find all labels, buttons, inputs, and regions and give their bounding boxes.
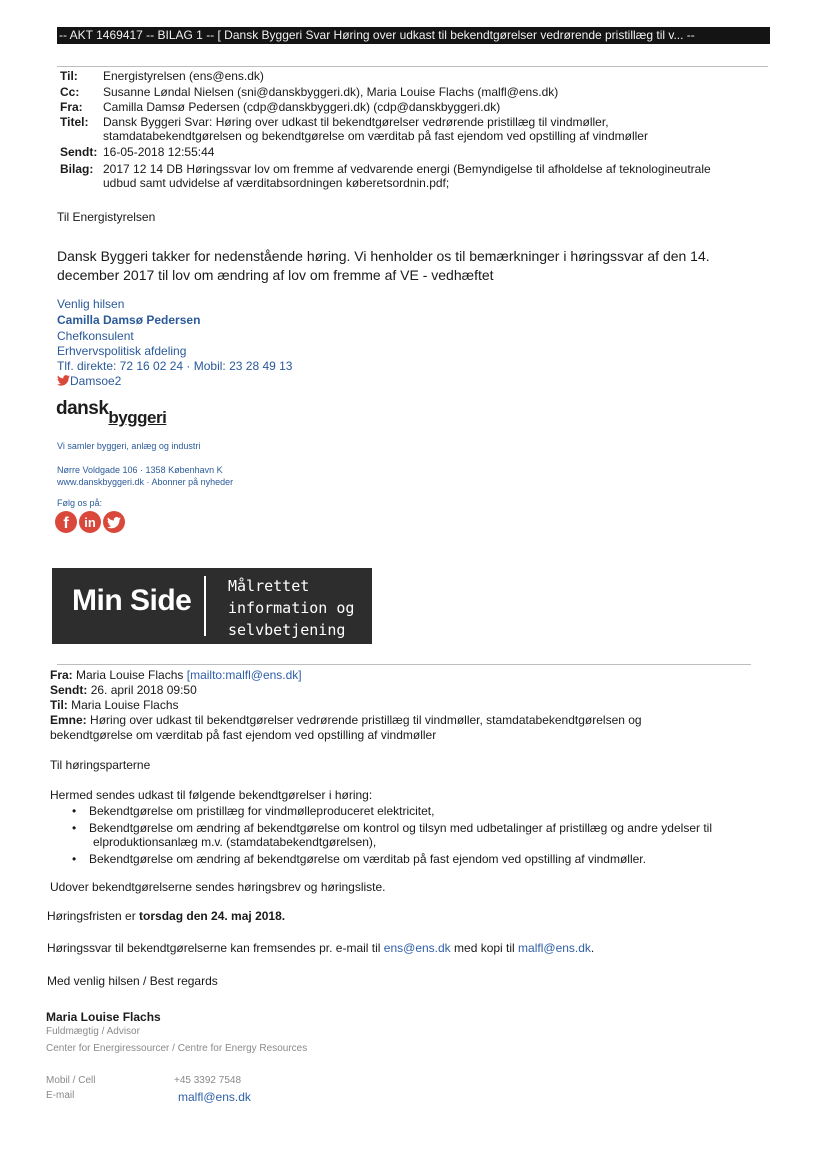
fwd-til-label: Til:: [50, 698, 68, 712]
header-sendt-value: 16-05-2018 12:55:44: [103, 145, 215, 159]
deadline-prefix: Høringsfristen er: [47, 909, 140, 923]
header-til-label: Til:: [60, 69, 78, 83]
submit-email-ens-link[interactable]: ens@ens.dk: [383, 941, 451, 955]
min-side-banner[interactable]: [52, 568, 372, 644]
fwd-emne-line2: bekendtgørelse om værditab på fast ejendom ved opstilling af vindmøller: [50, 728, 437, 742]
header-fra-value: Camilla Damsø Pedersen (cdp@danskbyggeri.dk) (cdp@danskbyggeri.dk): [103, 100, 501, 114]
fwd-sig-center: Center for Energiressourcer / Centre for Energy Resources: [46, 1043, 308, 1054]
signature-title: Chefkonsulent: [57, 329, 134, 343]
min-side-divider: [204, 576, 206, 636]
fwd-greeting: Til høringsparterne: [50, 758, 151, 772]
reply-body-line2: december 2017 til lov om ændring af lov om fremme af VE - vedhæftet: [57, 267, 494, 283]
header-titel-line2: stamdatabekendtgørelsen og bekendtgørelse om værditab på fast ejendom ved opstilling af vindmøller: [103, 129, 648, 143]
fwd-intro: Hermed sendes udkast til følgende bekendtgørelser i høring:: [50, 788, 373, 802]
fwd-sendt-value: 26. april 2018 09:50: [90, 683, 197, 697]
fwd-sendt-row: [50, 683, 197, 697]
logo-dansk: dansk: [56, 398, 109, 419]
twitter-icon[interactable]: [103, 511, 125, 533]
fwd-submit: [47, 941, 594, 955]
social-icons: [54, 510, 128, 534]
bullet-text-1: Bekendtgørelse om pristillæg for vindmølleproduceret elektricitet,: [89, 804, 435, 818]
min-side-line3: selvbetjening: [228, 621, 346, 639]
reply-body-line1: Dansk Byggeri takker for nedenstående høring. Vi henholder os til bemærkninger i høringssvar af den 14.: [57, 248, 710, 264]
signature-follow: Følg os på:: [57, 498, 103, 508]
signature-web[interactable]: www.danskbyggeri.dk · Abonner på nyheder: [57, 477, 234, 487]
header-divider: [57, 66, 768, 67]
header-cc-label: Cc:: [60, 85, 80, 99]
fwd-deadline: [47, 909, 285, 923]
submit-prefix: Høringssvar til bekendtgørelserne kan fremsendes pr. e-mail til: [47, 941, 384, 955]
signature-closing: Venlig hilsen: [57, 297, 125, 311]
bullet-item-2: •: [72, 821, 77, 835]
signature-department: Erhvervspolitisk afdeling: [57, 344, 187, 358]
linkedin-icon[interactable]: [79, 511, 101, 533]
signature-tagline: Vi samler byggeri, anlæg og industri: [57, 441, 201, 451]
signature-phone: Tlf. direkte: 72 16 02 24 · Mobil: 23 28 49 13: [57, 359, 293, 373]
signature-twitter[interactable]: [57, 374, 121, 388]
bullet-text-2: Bekendtgørelse om ændring af bekendtgørelse om kontrol og tilsyn med udbetalinger af pristillæg og andre ydelser til: [89, 821, 712, 835]
fwd-also: Udover bekendtgørelserne sendes høringsbrev og høringsliste.: [50, 880, 386, 894]
fwd-regards: Med venlig hilsen / Best regards: [47, 974, 218, 988]
header-titel-label: Titel:: [60, 115, 89, 129]
header-bilag-line1[interactable]: 2017 12 14 DB Høringssvar lov om fremme af vedvarende energi (Bemyndigelse til afholdelse af teknologineutrale: [103, 162, 711, 176]
signature-name: Camilla Damsø Pedersen: [57, 313, 201, 327]
forward-divider: [57, 664, 751, 665]
twitter-handle[interactable]: Damsoe2: [70, 374, 122, 388]
fwd-fra-mailto-link[interactable]: [mailto:malfl@ens.dk]: [186, 668, 302, 682]
header-sendt-label: Sendt:: [60, 145, 98, 159]
fwd-fra-value: Maria Louise Flachs: [76, 668, 184, 682]
fwd-fra-row: [50, 668, 302, 682]
deadline-date: torsdag den 24. maj 2018.: [139, 909, 286, 923]
fwd-sendt-label: Sendt:: [50, 683, 88, 697]
min-side-line1: Målrettet: [228, 577, 310, 595]
fwd-emne-row: [50, 713, 642, 727]
svg-text:in: in: [84, 515, 96, 530]
min-side-line2: information og: [228, 599, 355, 617]
min-side-title: Min Side: [72, 584, 192, 617]
header-titel-line1: Dansk Byggeri Svar: Høring over udkast til bekendtgørelser vedrørende pristillæg til vindmøller,: [103, 115, 609, 129]
fwd-emne-line1: Høring over udkast til bekendtgørelser vedrørende pristillæg til vindmøller, stamdatabekendtgørelsen og: [90, 713, 642, 727]
header-fra-label: Fra:: [60, 100, 83, 114]
bullet-item-3: •: [72, 852, 77, 866]
submit-mid: med kopi til: [450, 941, 519, 955]
facebook-icon[interactable]: [55, 511, 77, 533]
fwd-sig-name: Maria Louise Flachs: [46, 1010, 161, 1024]
bullet-text-2b: elproduktionsanlæg m.v. (stamdatabekendtgørelsen),: [93, 835, 377, 849]
dansk-byggeri-logo: [56, 398, 167, 427]
header-bilag-line2[interactable]: udbud samt udvidelse af værditabsordningen køberetsordnin.pdf;: [103, 176, 450, 190]
fwd-til-value: Maria Louise Flachs: [71, 698, 179, 712]
header-til-value: Energistyrelsen (ens@ens.dk): [103, 69, 264, 83]
twitter-bird-icon: [57, 375, 70, 386]
bullet-item-1: •: [72, 804, 77, 818]
bullet-text-3: Bekendtgørelse om ændring af bekendtgørelse om værditab på fast ejendom ved opstilling af vindmøller.: [89, 852, 646, 866]
fwd-email-link[interactable]: malfl@ens.dk: [178, 1090, 251, 1104]
reply-greeting: Til Energistyrelsen: [57, 210, 156, 224]
submit-end: .: [590, 941, 595, 955]
header-bilag-label: Bilag:: [60, 162, 94, 176]
submit-email-malfl-link[interactable]: malfl@ens.dk: [518, 941, 591, 955]
signature-address: Nørre Voldgade 106 · 1358 København K: [57, 465, 223, 475]
fwd-sig-title: Fuldmægtig / Advisor: [46, 1026, 140, 1037]
svg-text:f: f: [63, 515, 69, 532]
fwd-email-label: E-mail: [46, 1090, 75, 1101]
fwd-mobil-value: +45 3392 7548: [174, 1075, 242, 1086]
fwd-til-row: [50, 698, 179, 712]
document-banner: -- AKT 1469417 -- BILAG 1 -- [ Dansk Byggeri Svar Høring over udkast til bekendtgørelser vedrørende pristillæg til v... --: [57, 27, 770, 44]
fwd-mobil-label: Mobil / Cell: [46, 1075, 96, 1086]
logo-byggeri: byggeri: [108, 408, 167, 427]
header-cc-value: Susanne Løndal Nielsen (sni@danskbyggeri.dk), Maria Louise Flachs (malfl@ens.dk): [103, 85, 559, 99]
fwd-emne-label: Emne:: [50, 713, 87, 727]
fwd-fra-label: Fra:: [50, 668, 73, 682]
